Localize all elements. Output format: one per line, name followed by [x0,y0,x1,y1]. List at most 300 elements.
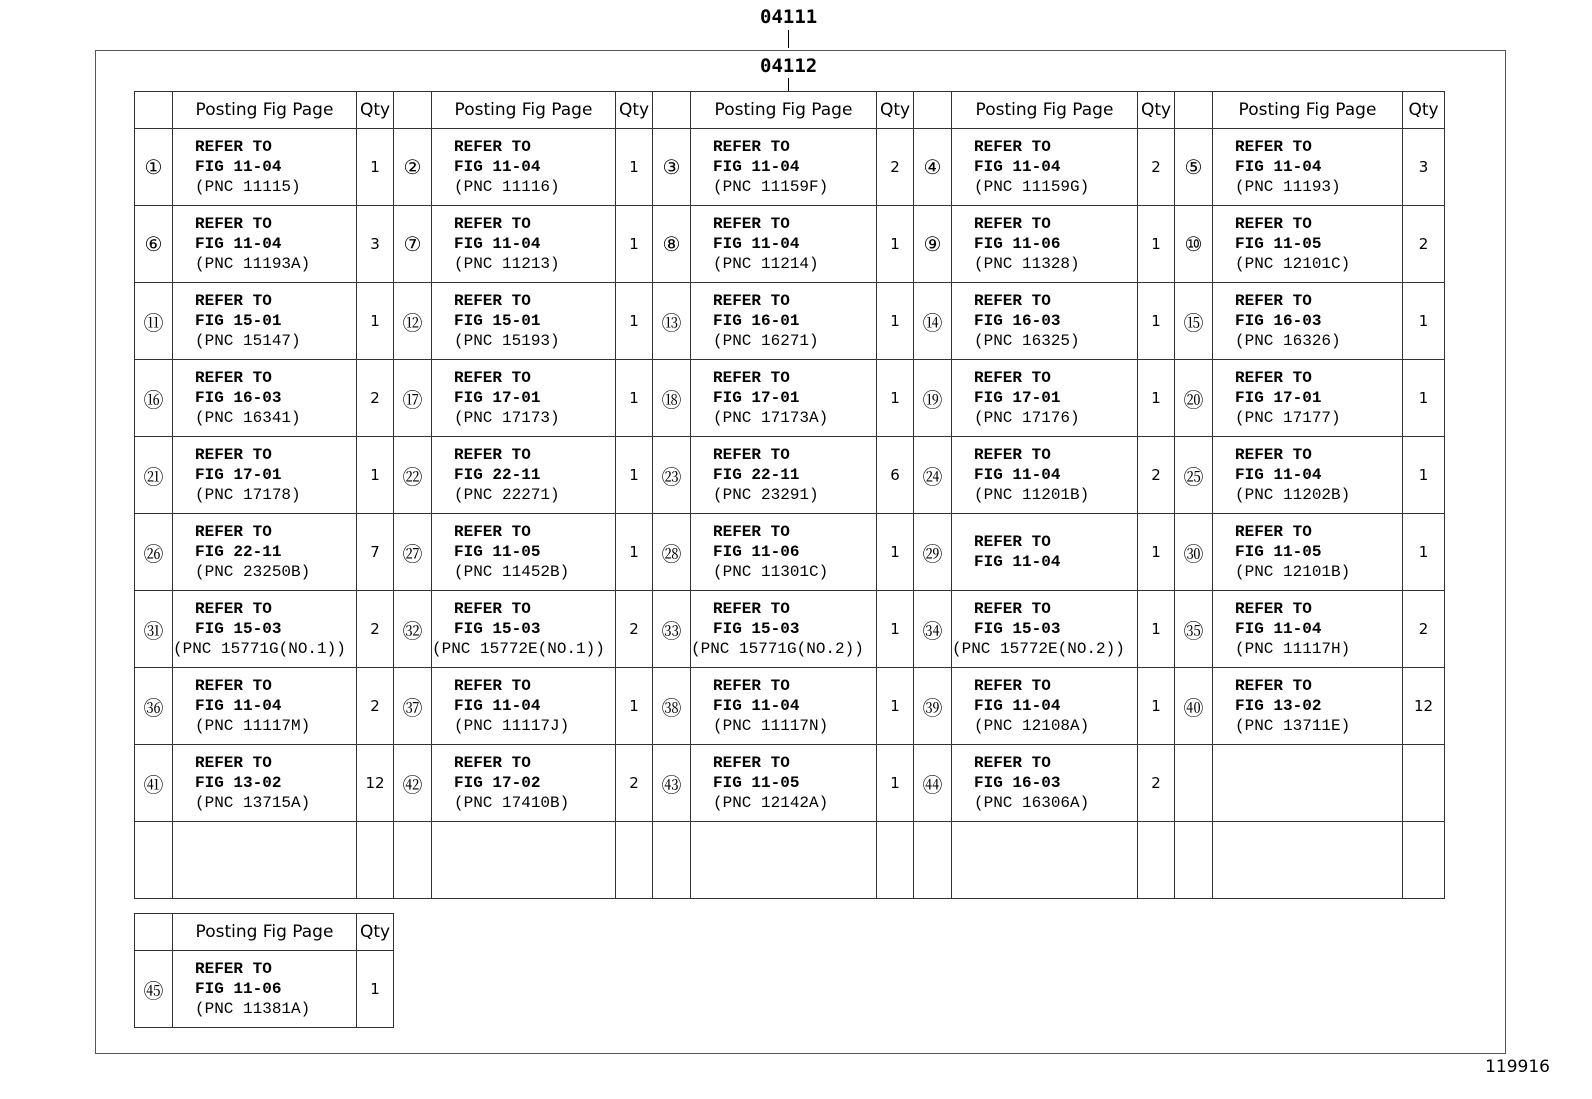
posting-reference [691,283,877,360]
fig-page: FIG 11-05 [1235,543,1322,561]
item-number: ㉝ [653,591,691,668]
posting-reference [1213,360,1403,437]
refer-to-text: REFER TO [974,533,1051,551]
pnc-code: (PNC 11117N) [713,717,829,735]
item-number: ㉒ [394,437,432,514]
refer-to-text: REFER TO [974,138,1051,156]
refer-to-text: REFER TO [713,523,790,541]
item-number: ⑬ [653,283,691,360]
table-row [135,591,1445,668]
pnc-code: (PNC 11202B) [1235,486,1351,504]
quantity: 3 [1403,129,1445,206]
header-num [394,92,432,129]
item-number: ㉓ [653,437,691,514]
pnc-code: (PNC 15772E(NO.2)) [952,640,1125,658]
posting-reference [173,668,357,745]
quantity: 2 [877,129,914,206]
empty-cell [616,822,653,899]
pnc-code: (PNC 11159G) [974,178,1090,196]
refer-to-text: REFER TO [454,754,531,772]
pnc-code: (PNC 13711E) [1235,717,1351,735]
quantity: 1 [1138,206,1175,283]
refer-to-text: REFER TO [713,369,790,387]
refer-to-text: REFER TO [195,754,272,772]
refer-to-text: REFER TO [713,677,790,695]
refer-to-text: REFER TO [1235,677,1312,695]
table-row [135,668,1445,745]
posting-reference [173,745,357,822]
refer-to-text: REFER TO [454,292,531,310]
item-number: ㊺ [135,951,173,1028]
refer-to-text: REFER TO [1235,600,1312,618]
posting-reference [432,591,616,668]
quantity: 1 [1138,591,1175,668]
item-number: ② [394,129,432,206]
pnc-code: (PNC 11214) [713,255,819,273]
quantity: 1 [357,283,394,360]
pnc-code: (PNC 23250B) [195,563,311,581]
item-number: ③ [653,129,691,206]
label-04112: 04112 [760,55,818,77]
posting-reference [432,745,616,822]
parts-reference-table [134,91,1445,899]
posting-reference [173,283,357,360]
posting-reference [1213,129,1403,206]
pnc-code: (PNC 15772E(NO.1)) [432,640,605,658]
posting-reference [691,591,877,668]
refer-to-text: REFER TO [195,960,272,978]
item-number: ⑲ [914,360,952,437]
quantity: 1 [1403,437,1445,514]
refer-to-text: REFER TO [974,215,1051,233]
pnc-code: (PNC 11452B) [454,563,570,581]
posting-reference [173,129,357,206]
table-row [135,360,1445,437]
empty-cell [1403,745,1445,822]
refer-to-text: REFER TO [454,138,531,156]
fig-page: FIG 17-01 [454,389,541,407]
table-body [135,951,394,1028]
pnc-code: (PNC 17173) [454,409,560,427]
empty-cell [1175,745,1213,822]
quantity: 7 [357,514,394,591]
item-number: ㉟ [1175,591,1213,668]
pnc-code: (PNC 17173A) [713,409,829,427]
item-number: ㉔ [914,437,952,514]
posting-reference [952,591,1138,668]
refer-to-text: REFER TO [195,523,272,541]
header-posting: Posting Fig Page [173,914,357,951]
pnc-code: (PNC 16306A) [974,794,1090,812]
leader-line-inner [788,78,789,91]
item-number: ⑮ [1175,283,1213,360]
posting-reference [432,206,616,283]
quantity: 1 [877,514,914,591]
fig-page: FIG 11-04 [454,158,541,176]
fig-page: FIG 17-02 [454,774,541,792]
empty-cell [914,822,952,899]
empty-cell [1138,822,1175,899]
refer-to-text: REFER TO [454,523,531,541]
item-number: ⑯ [135,360,173,437]
pnc-code: (PNC 16271) [713,332,819,350]
table-row [135,283,1445,360]
posting-reference [432,283,616,360]
parts-reference-table-extra [134,913,394,1028]
item-number: ⑰ [394,360,432,437]
quantity: 6 [877,437,914,514]
quantity: 1 [877,745,914,822]
quantity: 1 [1403,283,1445,360]
item-number: ㉘ [653,514,691,591]
pnc-code: (PNC 17176) [974,409,1080,427]
fig-page: FIG 11-04 [195,697,282,715]
refer-to-text: REFER TO [454,446,531,464]
table-row [135,437,1445,514]
quantity: 1 [616,360,653,437]
pnc-code: (PNC 11201B) [974,486,1090,504]
table-header-row [135,92,1445,129]
table-body [135,129,1445,899]
fig-page: FIG 16-03 [1235,312,1322,330]
empty-cell [173,822,357,899]
refer-to-text: REFER TO [974,292,1051,310]
posting-reference [1213,591,1403,668]
item-number: ⑦ [394,206,432,283]
item-number: ㉚ [1175,514,1213,591]
pnc-code: (PNC 15771G(NO.1)) [173,640,346,658]
table-row [135,745,1445,822]
pnc-code: (PNC 11301C) [713,563,829,581]
item-number: ⑪ [135,283,173,360]
refer-to-text: REFER TO [974,369,1051,387]
empty-cell [1213,822,1403,899]
fig-page: FIG 13-02 [195,774,282,792]
posting-reference [952,514,1138,591]
quantity: 2 [357,668,394,745]
fig-page: FIG 22-11 [454,466,541,484]
header-posting: Posting Fig Page [432,92,616,129]
refer-to-text: REFER TO [713,446,790,464]
quantity: 2 [357,360,394,437]
pnc-code: (PNC 17177) [1235,409,1341,427]
quantity: 1 [877,668,914,745]
quantity: 1 [357,129,394,206]
posting-reference [173,514,357,591]
refer-to-text: REFER TO [713,138,790,156]
item-number: ㉗ [394,514,432,591]
item-number: ㉕ [1175,437,1213,514]
table-row [135,514,1445,591]
pnc-code: (PNC 17410B) [454,794,570,812]
item-number: ④ [914,129,952,206]
refer-to-text: REFER TO [195,446,272,464]
item-number: ⑭ [914,283,952,360]
fig-page: FIG 11-04 [195,235,282,253]
leader-line-top [788,30,789,48]
quantity: 1 [616,668,653,745]
item-number: ⑨ [914,206,952,283]
quantity: 1 [616,129,653,206]
header-qty: Qty [1138,92,1175,129]
refer-to-text: REFER TO [1235,215,1312,233]
table-header-row [135,914,394,951]
quantity: 2 [1138,437,1175,514]
quantity: 2 [1138,745,1175,822]
fig-page: FIG 22-11 [713,466,800,484]
posting-reference [691,514,877,591]
item-number: ㉛ [135,591,173,668]
empty-cell [1175,822,1213,899]
posting-reference [173,951,357,1028]
item-number: ⑤ [1175,129,1213,206]
pnc-code: (PNC 12142A) [713,794,829,812]
posting-reference [432,129,616,206]
header-posting: Posting Fig Page [691,92,877,129]
posting-reference [1213,283,1403,360]
refer-to-text: REFER TO [454,677,531,695]
fig-page: FIG 11-04 [713,697,800,715]
posting-reference [432,514,616,591]
fig-page: FIG 17-01 [195,466,282,484]
header-qty: Qty [1403,92,1445,129]
refer-to-text: REFER TO [195,215,272,233]
refer-to-text: REFER TO [974,677,1051,695]
pnc-code: (PNC 11117J) [454,717,570,735]
fig-page: FIG 11-05 [454,543,541,561]
pnc-code: (PNC 22271) [454,486,560,504]
posting-reference [432,437,616,514]
empty-cell [691,822,877,899]
refer-to-text: REFER TO [454,600,531,618]
posting-reference [173,206,357,283]
refer-to-text: REFER TO [713,600,790,618]
pnc-code: (PNC 11117H) [1235,640,1351,658]
posting-reference [691,360,877,437]
refer-to-text: REFER TO [713,754,790,772]
empty-cell [877,822,914,899]
refer-to-text: REFER TO [1235,369,1312,387]
posting-reference [173,360,357,437]
item-number: ㊶ [135,745,173,822]
refer-to-text: REFER TO [454,369,531,387]
item-number: ㊲ [394,668,432,745]
item-number: ⑱ [653,360,691,437]
posting-reference [432,360,616,437]
header-num [653,92,691,129]
refer-to-text: REFER TO [195,369,272,387]
header-posting: Posting Fig Page [1213,92,1403,129]
fig-page: FIG 15-01 [195,312,282,330]
refer-to-text: REFER TO [195,292,272,310]
pnc-code: (PNC 23291) [713,486,819,504]
fig-page: FIG 11-04 [713,158,800,176]
fig-page: FIG 11-04 [454,235,541,253]
fig-page: FIG 17-01 [974,389,1061,407]
posting-reference [952,745,1138,822]
fig-page: FIG 11-04 [195,158,282,176]
posting-reference [691,745,877,822]
quantity: 1 [1138,668,1175,745]
quantity: 2 [616,591,653,668]
quantity: 1 [877,283,914,360]
fig-page: FIG 11-04 [1235,158,1322,176]
empty-cell [952,822,1138,899]
pnc-code: (PNC 15771G(NO.2)) [691,640,864,658]
table-row [135,206,1445,283]
empty-cell [394,822,432,899]
pnc-code: (PNC 11117M) [195,717,311,735]
quantity: 2 [616,745,653,822]
refer-to-text: REFER TO [195,600,272,618]
empty-cell [135,822,173,899]
refer-to-text: REFER TO [713,292,790,310]
item-number: ㊷ [394,745,432,822]
posting-reference [952,437,1138,514]
empty-cell [357,822,394,899]
pnc-code: (PNC 15193) [454,332,560,350]
header-num [135,92,173,129]
empty-cell [432,822,616,899]
header-posting: Posting Fig Page [173,92,357,129]
pnc-code: (PNC 12101B) [1235,563,1351,581]
pnc-code: (PNC 12108A) [974,717,1090,735]
quantity: 2 [357,591,394,668]
posting-reference [173,437,357,514]
pnc-code: (PNC 11381A) [195,1000,311,1018]
header-num [1175,92,1213,129]
quantity: 1 [1403,514,1445,591]
empty-cell [1213,745,1403,822]
posting-reference [1213,668,1403,745]
posting-reference [1213,437,1403,514]
item-number: ㊱ [135,668,173,745]
quantity: 1 [1138,514,1175,591]
item-number: ⑥ [135,206,173,283]
pnc-code: (PNC 11328) [974,255,1080,273]
pnc-code: (PNC 11116) [454,178,560,196]
refer-to-text: REFER TO [713,215,790,233]
fig-page: FIG 11-05 [713,774,800,792]
quantity: 1 [616,206,653,283]
fig-page: FIG 11-04 [974,466,1061,484]
quantity: 1 [1403,360,1445,437]
refer-to-text: REFER TO [454,215,531,233]
item-number: ㊵ [1175,668,1213,745]
quantity: 2 [1403,206,1445,283]
header-qty: Qty [616,92,653,129]
item-number: ㊳ [653,668,691,745]
fig-page: FIG 15-03 [974,620,1061,638]
table-row [135,129,1445,206]
item-number: ㊹ [914,745,952,822]
quantity: 1 [616,283,653,360]
posting-reference [952,206,1138,283]
item-number: ㉙ [914,514,952,591]
item-number: ⑩ [1175,206,1213,283]
fig-page: FIG 15-03 [454,620,541,638]
posting-reference [691,206,877,283]
pnc-code: (PNC 16341) [195,409,301,427]
quantity: 3 [357,206,394,283]
quantity: 1 [616,437,653,514]
fig-page: FIG 11-04 [713,235,800,253]
fig-page: FIG 16-03 [974,312,1061,330]
item-number: ㊴ [914,668,952,745]
item-number: ⑫ [394,283,432,360]
posting-reference [1213,206,1403,283]
pnc-code: (PNC 11213) [454,255,560,273]
fig-page: FIG 16-03 [974,774,1061,792]
table-row [135,951,394,1028]
quantity: 2 [1403,591,1445,668]
item-number: ⑧ [653,206,691,283]
quantity: 1 [357,437,394,514]
header-num [914,92,952,129]
fig-page: FIG 17-01 [1235,389,1322,407]
fig-page: FIG 15-03 [195,620,282,638]
refer-to-text: REFER TO [1235,446,1312,464]
fig-page: FIG 17-01 [713,389,800,407]
refer-to-text: REFER TO [1235,523,1312,541]
quantity: 1 [877,591,914,668]
fig-page: FIG 11-06 [713,543,800,561]
header-qty: Qty [877,92,914,129]
fig-page: FIG 15-03 [713,620,800,638]
pnc-code: (PNC 11193A) [195,255,311,273]
posting-reference [432,668,616,745]
item-number: ㉖ [135,514,173,591]
refer-to-text: REFER TO [195,138,272,156]
quantity: 1 [357,951,394,1028]
fig-page: FIG 16-03 [195,389,282,407]
fig-page: FIG 13-02 [1235,697,1322,715]
item-number: ㉞ [914,591,952,668]
quantity: 1 [877,206,914,283]
pnc-code: (PNC 15147) [195,332,301,350]
posting-reference [952,668,1138,745]
fig-page: FIG 11-06 [974,235,1061,253]
fig-page: FIG 22-11 [195,543,282,561]
pnc-code: (PNC 17178) [195,486,301,504]
posting-reference [1213,514,1403,591]
header-num [135,914,173,951]
empty-cell [1403,822,1445,899]
fig-page: FIG 11-04 [974,697,1061,715]
item-number: ㉜ [394,591,432,668]
pnc-code: (PNC 11115) [195,178,301,196]
quantity: 1 [616,514,653,591]
fig-page: FIG 11-04 [974,553,1061,571]
posting-reference [952,360,1138,437]
item-number: ① [135,129,173,206]
quantity: 12 [357,745,394,822]
fig-page: FIG 11-04 [974,158,1061,176]
refer-to-text: REFER TO [974,600,1051,618]
quantity: 12 [1403,668,1445,745]
header-qty: Qty [357,914,394,951]
refer-to-text: REFER TO [195,677,272,695]
item-number: ㉑ [135,437,173,514]
item-number: ㊸ [653,745,691,822]
posting-reference [952,283,1138,360]
quantity: 1 [1138,283,1175,360]
item-number: ⑳ [1175,360,1213,437]
header-qty: Qty [357,92,394,129]
posting-reference [691,668,877,745]
pnc-code: (PNC 11159F) [713,178,829,196]
pnc-code: (PNC 13715A) [195,794,311,812]
